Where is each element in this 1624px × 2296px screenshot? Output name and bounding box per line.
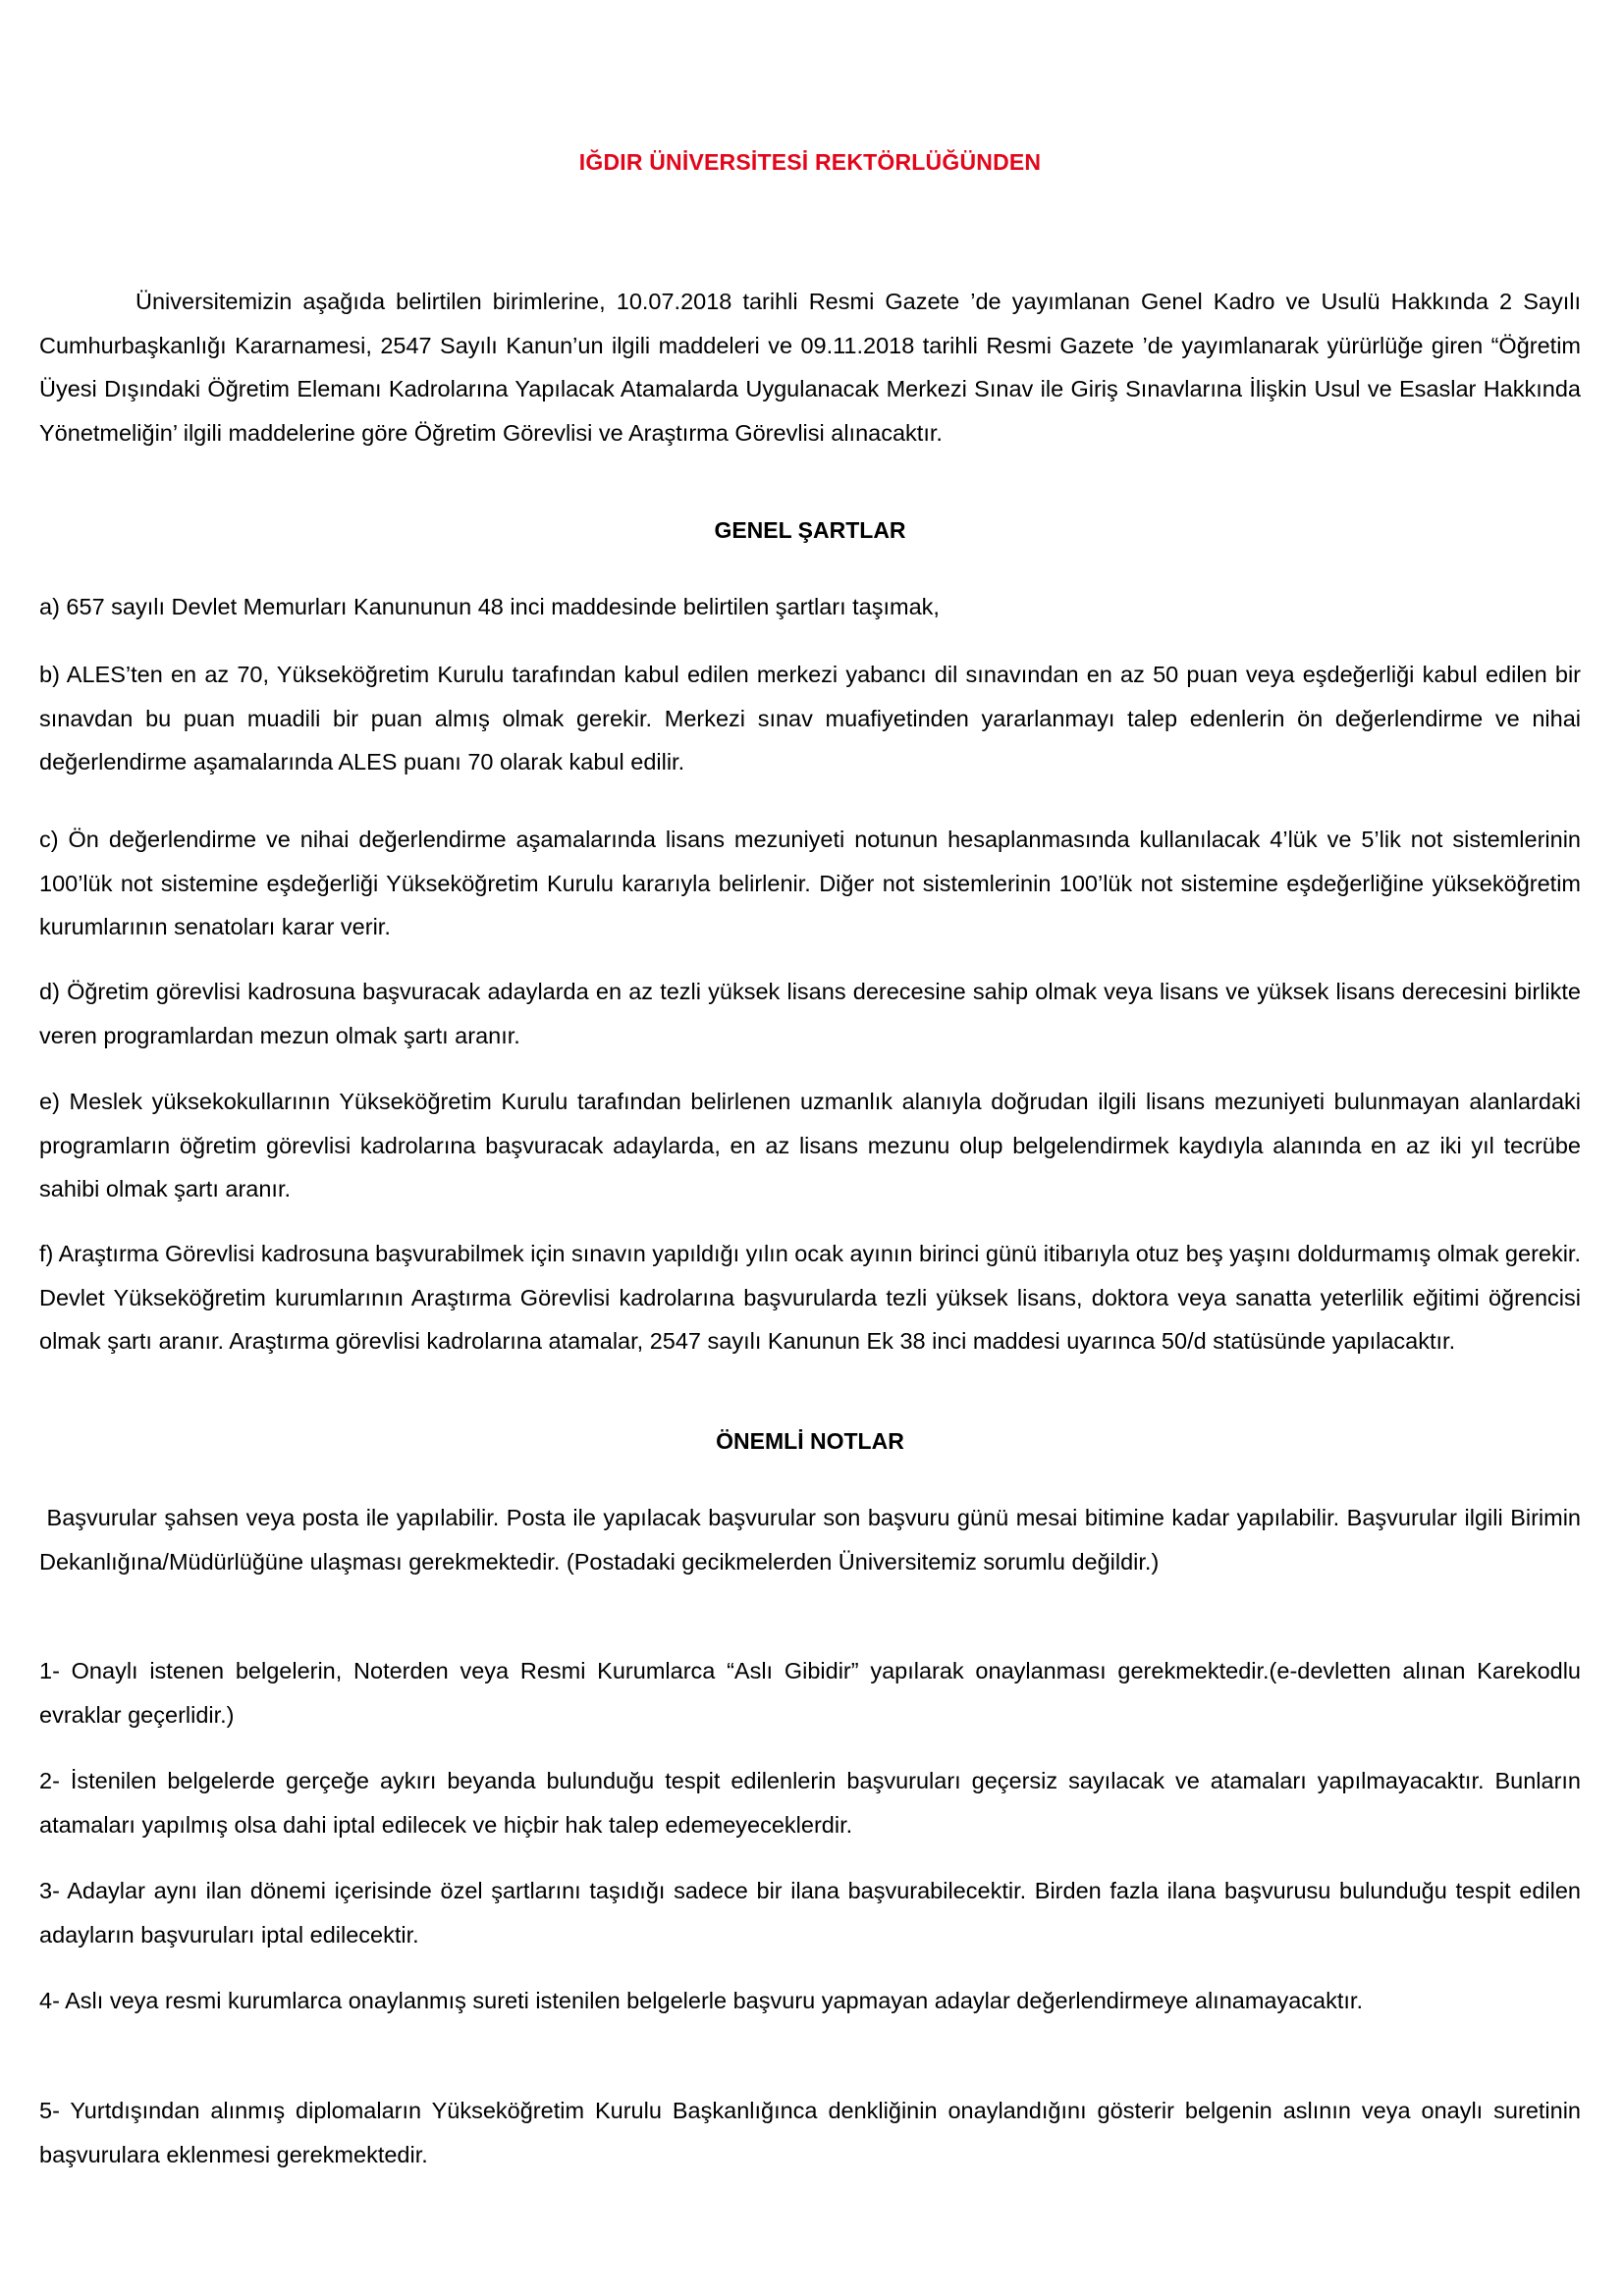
intro-paragraph: Üniversitemizin aşağıda belirtilen birimlerine, 10.07.2018 tarihli Resmi Gazete ’de yayımlanan Genel Kadro ve Usulü Hakkında 2 Sayılı Cumhurbaşkanlığı Kararnamesi, 2547 Sayılı Kanun’un ilgili maddeleri ve 09.11.2018 tarihli Resmi Gazete ’de yayımlanarak yürürlüğe giren “Öğretim Üyesi Dışındaki Öğretim Elemanı Kadrolarına Yapılacak Atamalarda Uygulanacak Merkezi Sınav ile Giriş Sınavlarına İlişkin Usul ve Esaslar Hakkında Yönetmeliğin’ ilgili maddelerine göre Öğretim Görevlisi ve Araştırma Görevlisi alınacaktır. bbox=[39, 289, 1581, 446]
condition-d: d) Öğretim görevlisi kadrosuna başvuracak adaylarda en az tezli yüksek lisans derecesine sahip olmak veya lisans ve yüksek lisans derecesini birlikte veren programlardan mezun olmak şartı aranır. bbox=[39, 979, 1581, 1048]
general-conditions-heading: GENEL ŞARTLAR bbox=[714, 517, 906, 543]
important-notes-intro: Başvurular şahsen veya posta ile yapılabilir. Posta ile yapılacak başvurular son başvuru günü mesai bitimine kadar yapılabilir. Başvurular ilgili Birimin Dekanlığına/Müdürlüğüne ulaşması gerekmektedir. (Postadaki gecikmelerden Üniversitemiz sorumlu değildir.) bbox=[39, 1505, 1588, 1575]
note-2: 2- İstenilen belgelerde gerçeğe aykırı beyanda bulunduğu tespit edilenlerin başvuruları geçersiz sayılacak ve atamaları yapılmayacaktır. Bunların atamaları yapılmış olsa dahi iptal edilecek ve hiçbir hak talep edemeyeceklerdir. bbox=[39, 1768, 1581, 1838]
note-4: 4- Aslı veya resmi kurumlarca onaylanmış sureti istenilen belgelerle başvuru yapmayan adaylar değerlendirmeye alınamayacaktır. bbox=[39, 1988, 1363, 2013]
important-notes-heading: ÖNEMLİ NOTLAR bbox=[716, 1428, 904, 1454]
note-3: 3- Adaylar aynı ilan dönemi içerisinde özel şartlarını taşıdığı sadece bir ilana başvurabilecektir. Birden fazla ilana başvurusu bulunduğu tespit edilen adayların başvuruları iptal edilecektir. bbox=[39, 1878, 1581, 1948]
condition-c: c) Ön değerlendirme ve nihai değerlendirme aşamalarında lisans mezuniyeti notunun hesaplanmasında kullanılacak 4’lük ve 5’lik not sistemlerinin 100’lük not sistemine eşdeğerliği Yükseköğretim Kurulu kararıyla belirlenir. Diğer not sistemlerinin 100’lük not sistemine eşdeğerliğine yükseköğretim kurumlarının senatoları karar verir. bbox=[39, 827, 1581, 939]
document-title: IĞDIR ÜNİVERSİTESİ REKTÖRLÜĞÜNDEN bbox=[578, 149, 1042, 175]
condition-f: f) Araştırma Görevlisi kadrosuna başvurabilmek için sınavın yapıldığı yılın ocak ayının birinci günü itibarıyla otuz beş yaşını doldurmamış olmak gerekir. Devlet Yükseköğretim kurumlarının Araştırma Görevlisi kadrolarına başvurularda tezli yüksek lisans, doktora veya sanatta yeterlilik eğitimi öğrencisi olmak şartı aranır. Araştırma görevlisi kadrolarına atamalar, 2547 sayılı Kanunun Ek 38 inci maddesi uyarınca 50/d statüsünde yapılacaktır. bbox=[39, 1241, 1581, 1354]
condition-a: a) 657 sayılı Devlet Memurları Kanununun 48 inci maddesinde belirtilen şartları taşımak, bbox=[39, 594, 940, 619]
note-5: 5- Yurtdışından alınmış diplomaların Yükseköğretim Kurulu Başkanlığınca denkliğinin onaylandığını gösterir belgenin aslının veya onaylı suretinin başvurulara eklenmesi gerekmektedir. bbox=[39, 2098, 1581, 2167]
condition-b: b) ALES’ten en az 70, Yükseköğretim Kurulu tarafından kabul edilen merkezi yabancı dil sınavından en az 50 puan veya eşdeğerliği kabul edilen bir sınavdan bu puan muadili bir puan almış olmak gerekir. Merkezi sınav muafiyetinden yararlanmayı talep edenlerin ön değerlendirme ve nihai değerlendirme aşamalarında ALES puanı 70 olarak kabul edilir. bbox=[39, 662, 1581, 774]
condition-e: e) Meslek yüksekokullarının Yükseköğretim Kurulu tarafından belirlenen uzmanlık alanıyla doğrudan ilgili lisans mezuniyeti bulunmayan alanlardaki programların öğretim görevlisi kadrolarına başvuracak adaylarda, en az lisans mezunu olup belgelendirmek kaydıyla alanında en az iki yıl tecrübe sahibi olmak şartı aranır. bbox=[39, 1089, 1581, 1201]
note-1: 1- Onaylı istenen belgelerin, Noterden veya Resmi Kurumlarca “Aslı Gibidir” yapılarak onaylanması gerekmektedir.(e-devletten alınan Karekodlu evraklar geçerlidir.) bbox=[39, 1658, 1581, 1728]
